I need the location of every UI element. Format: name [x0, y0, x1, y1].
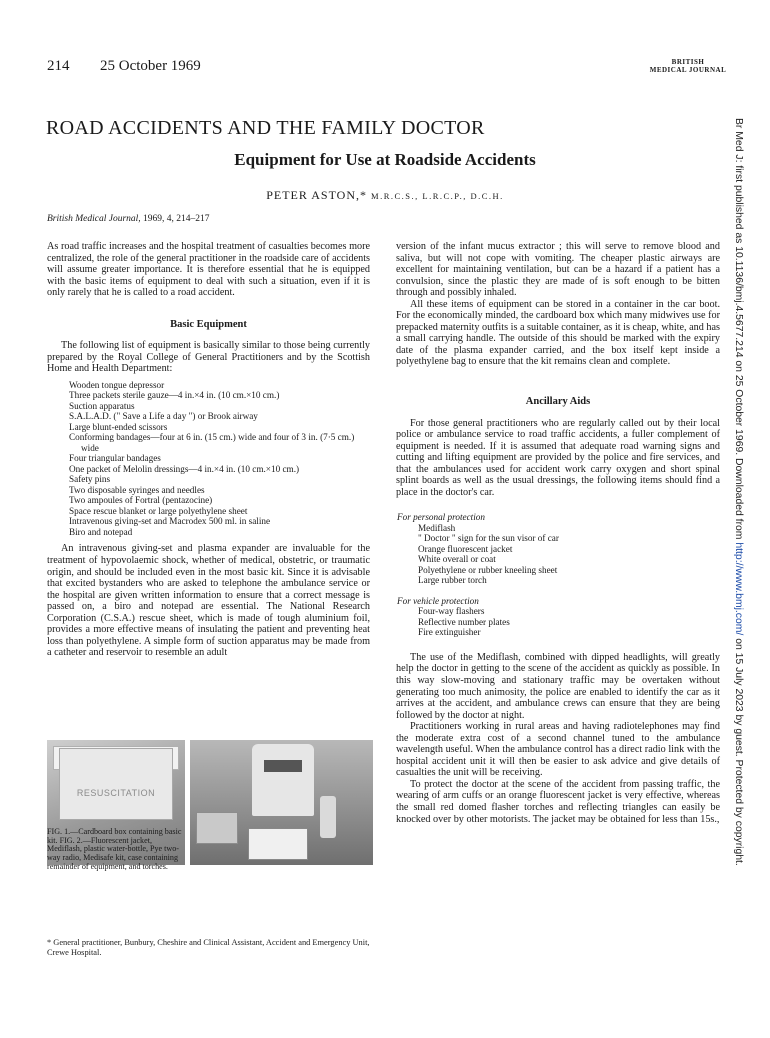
page-number: 214 — [47, 58, 70, 74]
masthead-line2: MEDICAL JOURNAL — [649, 66, 727, 74]
journal-masthead — [648, 58, 728, 74]
vehicle-protection-heading: For vehicle protection — [397, 595, 479, 606]
equipment-item: Intravenous giving-set and Macrodex 500 ml. in saline — [69, 516, 271, 527]
equipment-item: S.A.L.A.D. (" Save a Life a day ") or Brook airway — [69, 411, 258, 422]
vehicle-protection-list — [396, 606, 720, 638]
vehicle-protection-item: Reflective number plates — [418, 616, 510, 627]
author-qualifications: M.R.C.S., L.R.C.P., D.C.H. — [371, 191, 504, 201]
mediflash-paragraph: The use of the Mediflash, combined with dipped headlights, will greatly help the doctor in getting to the scene of the accident as quickly as possible. In this way slow-moving and stationary traffic may be overtaken without generating too much animosity, the police are enabled to identify the car as it arrives at the accident, and ambulance crews can ensure that they are being followed by the doctor at night. — [396, 651, 720, 721]
equipment-item: Two ampoules of Fortral (pentazocine) — [69, 495, 213, 506]
citation — [47, 214, 210, 224]
protection-paragraph: To protect the doctor at the scene of the accident from passing traffic, the wearing of arm cuffs or an orange fluorescent jacket is very effective, whereas the small red domed flasher torches and reflecting triangles can easily be knocked over by other motorists. The jacket may be obtained for less than 15s., — [396, 778, 720, 825]
citation-journal: British Medical Journal, — [47, 214, 141, 224]
jacket-lettering — [264, 760, 302, 772]
water-bottle — [320, 796, 336, 838]
fluorescent-jacket — [252, 744, 314, 816]
box-label: RESUSCITATION — [76, 788, 156, 798]
personal-protection-item: Mediflash — [418, 522, 456, 533]
equipment-case — [248, 828, 308, 860]
kit-box — [59, 748, 173, 820]
equipment-item: One packet of Melolin dressings—4 in.×4 in. (10 cm.×10 cm.) — [69, 463, 300, 474]
equipment-item: Suction apparatus — [69, 400, 135, 411]
equipment-list — [47, 380, 370, 538]
heading-basic-equipment: Basic Equipment — [170, 318, 247, 330]
masthead-line1: BRITISH — [671, 58, 705, 66]
personal-protection-heading: For personal protection — [397, 512, 485, 523]
equipment-item: Four triangular bandages — [69, 453, 161, 464]
equipment-item: Space rescue blanket or large polyethylene sheet — [69, 505, 248, 516]
issue-date: 25 October 1969 — [100, 58, 201, 74]
author-name: PETER ASTON,* — [266, 188, 368, 202]
personal-protection-item: Polyethylene or rubber kneeling sheet — [418, 564, 558, 575]
side-note-text-end: on 15 July 2023 by guest. Protected by copyright. — [733, 635, 744, 866]
equipment-item: Conforming bandages—four at 6 in. (15 cm.) wide and four of 3 in. (7·5 cm.) wide — [69, 432, 355, 453]
equipment-item: Wooden tongue depressor — [69, 379, 165, 390]
equipment-item: Biro and notepad — [69, 526, 133, 537]
vehicle-protection-item: Fire extinguisher — [418, 627, 481, 638]
personal-protection-item: White overall or coat — [418, 554, 496, 565]
personal-protection-item: Large rubber torch — [418, 575, 487, 586]
column-right — [396, 241, 720, 825]
ancillary-paragraph: For those general practitioners who are regularly called out by their local police or ambulance service to road traffic accidents, a fuller complement of equipment is needed. If it is assumed that adequate road warning signs and cutting and lifting equipment are provided by the police and fire services, and that the ambulances used for accident work carry oxygen and short spinal splint boards as well as the usual dressings, the following items should find a place in the doctor's car. — [396, 417, 720, 498]
personal-protection-item: Orange fluorescent jacket — [418, 543, 513, 554]
equipment-item: Two disposable syringes and needles — [69, 484, 205, 495]
medisafe-kit — [196, 812, 238, 844]
radiotelephone-paragraph: Practitioners working in rural areas and having radiotelephones may find the moderate extra cost of a second channel tuned to the ambulance wavelength useful. When the ambulance control has a direct radio link with the hospital accident unit it will then be easier to ask advice and give details of casualties the unit will be receiving. — [396, 721, 720, 779]
column-left — [47, 241, 370, 659]
copyright-side-note — [730, 118, 744, 1038]
personal-protection-item: " Doctor " sign for the sun visor of car — [418, 533, 559, 544]
storage-paragraph: All these items of equipment can be stored in a container in the car boot. For the economically minded, the cardboard box which many midwives use for prepacked maternity outfits is a suitable container, as it is cheap, white, and has a small carrying handle. The outside of this should be marked with the expiry date of the plasma expander carried, and the box itself kept inside a polyethylene bag to ensure that the kit remains clean and complete. — [396, 298, 720, 368]
figure-caption: FIG. 1.—Cardboard box containing basic kit. FIG. 2.—Fluorescent jacket, Mediflash, plastic water-bottle, Pye two-way radio, Medisafe kit, case containing remainder of equipment, and torches. — [47, 827, 182, 871]
equipment-item: Large blunt-ended scissors — [69, 421, 168, 432]
section-title: ROAD ACCIDENTS AND THE FAMILY DOCTOR — [46, 117, 485, 139]
side-note-link[interactable]: http://www.bmj.com/ — [733, 542, 744, 636]
equipment-item: Three packets sterile gauze—4 in.×4 in. (10 cm.×10 cm.) — [69, 390, 280, 401]
photo-equipment — [190, 740, 373, 865]
citation-volume: 1969, 4, 214–217 — [143, 214, 210, 224]
iv-paragraph: An intravenous giving-set and plasma expander are invaluable for the treatment of hypovolaemic shock, whether of medical, obstetric, or traumatic origin, and should be included even in the most basic kit. Since it is advisable that excited bystanders who are asked to telephone the ambulance service or the hospital are given written information to ensure that a correct message is passed on, a biro and notepad are essential. The National Research Corporation (C.S.A.) rescue sheet, which is made of tough aluminium foil, provides a more effective means of insulating the patient and preventing heat loss than polyethylene. A simple form of suction apparatus may be made from a catheter and reservoir to resemble an adult — [47, 543, 370, 659]
equipment-item: Safety pins — [69, 474, 111, 485]
side-note-text: Br Med J: first published as 10.1136/bmj.4.5677.214 on 25 October 1969. Downloaded from — [733, 118, 744, 543]
intro-paragraph: As road traffic increases and the hospital treatment of casualties becomes more centralized, the role of the general practitioner in the roadside care of accidents will assume greater importance. It is therefore essential that he is equipped with the basic items of equipment to deal with such a situation, even if it is only rarely that he is called to a road accident. — [47, 241, 370, 299]
heading-ancillary-aids: Ancillary Aids — [525, 396, 591, 408]
personal-protection-list — [396, 523, 720, 586]
continued-paragraph: version of the infant mucus extractor ; this will serve to remove blood and saliva, but will not cope with vomiting. The cheaper plastic airways are excellent for maintaining ventilation, but can be a hazard if a patient has a convulsion, since the plastic they are made of is soft enough to be bitten through and possibly inhaled. — [396, 241, 720, 299]
author-footnote: * General practitioner, Bunbury, Cheshire and Clinical Assistant, Accident and Emergency Unit, Crewe Hospital. — [47, 938, 370, 957]
byline — [0, 188, 770, 203]
basic-equipment-paragraph: The following list of equipment is basically similar to those being currently prepared by the Royal College of General Practitioners and by the Scottish Home and Health Department: — [47, 340, 370, 375]
article-title: Equipment for Use at Roadside Accidents — [234, 150, 536, 169]
vehicle-protection-item: Four-way flashers — [418, 606, 485, 617]
